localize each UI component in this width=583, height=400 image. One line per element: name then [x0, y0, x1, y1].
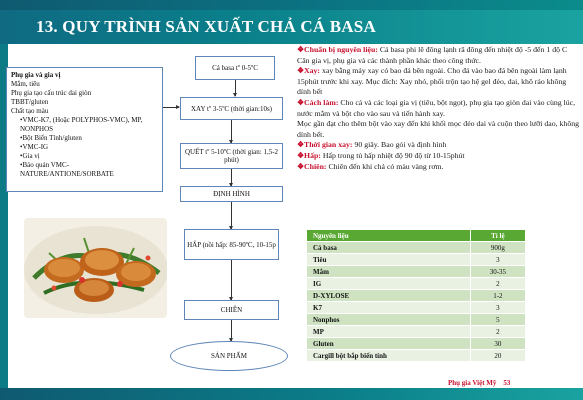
table-row: Cargill bột bắp biến tính 20: [307, 350, 526, 362]
process-notes: [297, 45, 580, 172]
note-weigh: Cân gia vị, phụ gia và các thành phần khác theo công thức.: [297, 55, 481, 65]
flow-step-steam: HẤP (nồi hấp: 85-90ºC, 10-15p: [184, 229, 279, 260]
flow-step-shape: ĐỊNH HÌNH: [180, 186, 283, 202]
slide-title: 13. QUY TRÌNH SẢN XUẤT CHẢ CÁ BASA: [36, 17, 376, 36]
note-grind: ❖Xay: xay bằng máy xay có bao đá bên ngoài. Cho đá vào bao đá bên ngoài làm lạnh 15phút trước khi xay. Mục đích: Xay nhỏ, phối trộn tạo hệ gel đẻo, dai, khô ráo không dính bết: [297, 66, 567, 97]
table-row: K7 3: [307, 302, 526, 314]
flow-arrow: [231, 120, 232, 143]
flow-arrow: [235, 80, 236, 96]
table-row: IG 2: [307, 278, 526, 290]
note-time: ❖Thời gian xay: 90 giây. Bao gói và định hình: [297, 140, 447, 150]
flow-step-raw-fish: Cá basa tº 0-5ºC: [195, 56, 275, 80]
ingredient-line: Phụ gia tạo cấu trúc dai giòn: [11, 89, 92, 97]
ingredients-title: Phụ gia và gia vị: [11, 71, 61, 79]
ingredients-box: [6, 67, 163, 192]
note-prep: ❖Chuẩn bị nguyên liệu: Cá basa phi lê đông lạnh rã đông đến nhiệt độ -5 đến 1 độ C: [297, 45, 568, 54]
ingredient-bullet: •Bột Biến Tính/gluten: [20, 134, 82, 142]
column-header-ratio: Tỉ lệ: [470, 230, 525, 242]
bottom-band: [0, 388, 583, 400]
flow-arrow: [231, 320, 232, 341]
fish-cake-illustration: [24, 218, 167, 318]
flow-step-knead: QUẾT tº 5-10ºC (thời gian: 1,5-2 phút): [180, 143, 283, 169]
table-row: Cá basa 900g: [307, 242, 526, 254]
table-row: D-XYLOSE 1-2: [307, 290, 526, 302]
ingredient-line: TBBT/gluten: [11, 98, 49, 106]
top-band: [0, 0, 583, 10]
table-row: Gluten 30: [307, 338, 526, 350]
flow-arrow-from-ingredients: [163, 107, 179, 108]
slide-footer: [448, 379, 510, 387]
ingredient-bullet: •Bảo quản VMC-NATURE/ANTIONE/SORBATE: [20, 161, 114, 178]
table-header-row: [307, 230, 526, 242]
ingredient-line: Chất tạo màu: [11, 107, 49, 115]
ingredient-line: Mắm, tiêu: [11, 80, 40, 88]
recipe-table: [306, 229, 526, 362]
ingredient-bullet: •VMC-IG: [20, 143, 49, 151]
flow-arrow: [231, 260, 232, 300]
note-fry: ❖Chiên: Chiên đến khi chả có màu vàng rơm.: [297, 161, 444, 171]
flow-arrow: [231, 202, 232, 229]
ingredient-bullet: •VMC-K7, (Hoặc POLYPHOS-VMC), MP, NONPHOS: [20, 116, 143, 133]
note-steam: ❖Hấp: Hấp trong tủ hấp nhiệt độ 90 độ từ 10-15phút: [297, 150, 465, 160]
flow-step-grind: XAY tº 3-5ºC (thời gian:10s): [180, 97, 283, 120]
table-row: Tiêu 3: [307, 254, 526, 266]
note-method: ❖Cách làm: Cho cá và các loại gia vị (tiêu, bột ngọt), phụ gia tạo giòn dai vào cùng lúc, nước mắm và bột cho vào sau và tiến hành xay.: [297, 97, 576, 118]
table-row: Nonphos 5: [307, 314, 526, 326]
table-row: Mắm 30-35: [307, 266, 526, 278]
column-header-ingredient: Nguyên liệu: [307, 230, 471, 242]
flow-step-fry: CHIÊN: [184, 300, 279, 320]
note-finish: Mọc gần đạt cho thêm bột vào xay đến khi khối mọc đẻo dai và cuộn theo lưỡi dao, không dính bết.: [297, 119, 580, 139]
fish-cake-photo: [24, 218, 167, 318]
page-number: 53: [503, 379, 511, 387]
table-row: MP 2: [307, 326, 526, 338]
ingredient-bullet: •Gia vị: [20, 152, 40, 160]
flow-arrow: [231, 169, 232, 186]
flow-step-product: SẢN PHẨM: [170, 341, 288, 371]
footer-source: Phụ gia Việt Mỹ: [448, 379, 497, 387]
